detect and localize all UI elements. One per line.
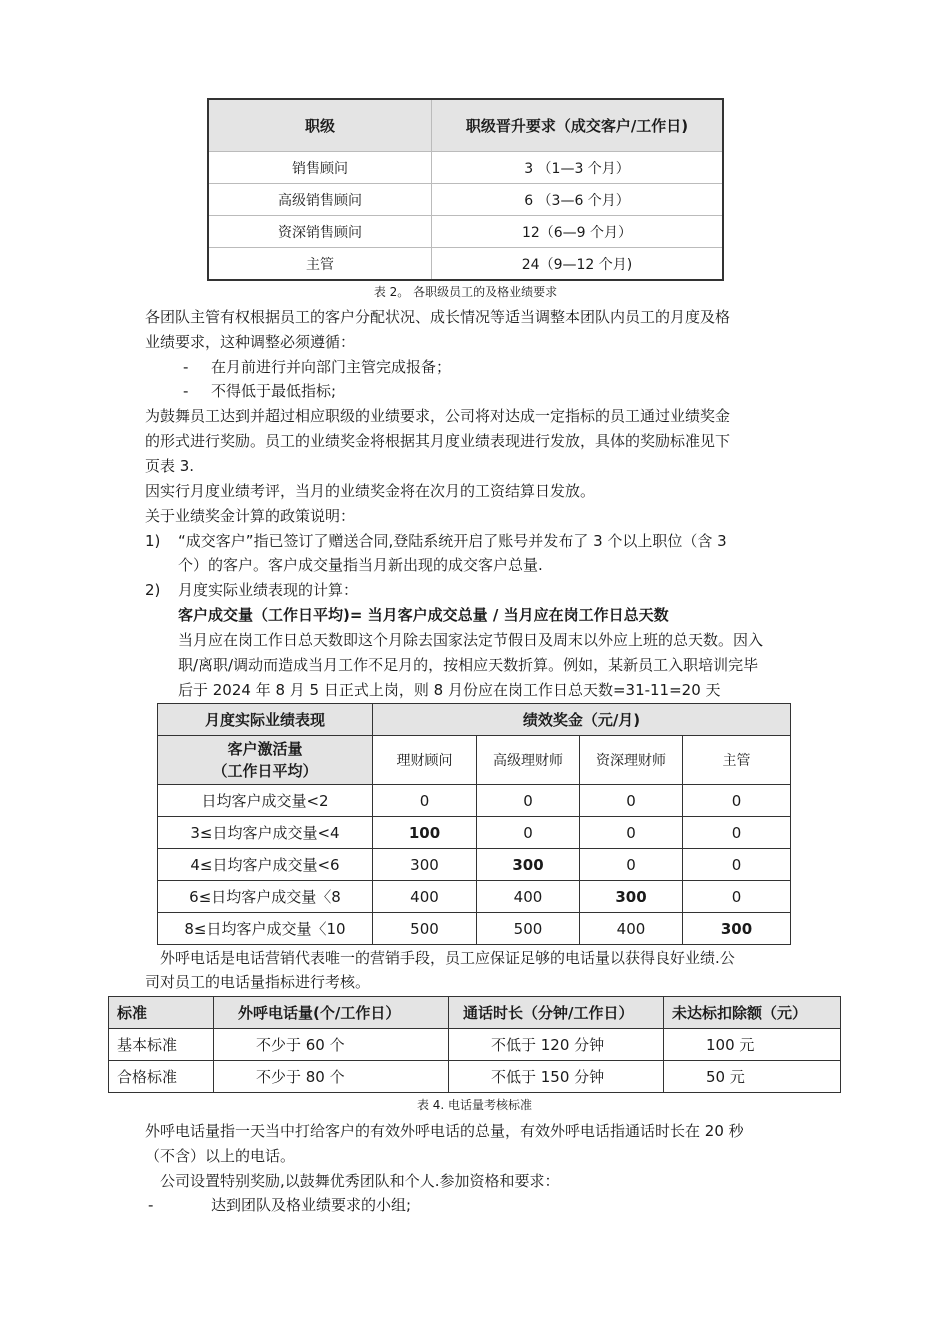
table-row [109,1061,841,1093]
list-number: 1) [145,532,161,550]
role-header: 高级理财师 [477,736,580,785]
duration-cell: 不低于 150 分钟 [449,1061,664,1093]
bonus-value: 0 [477,785,580,817]
bonus-value: 0 [580,785,683,817]
bullet-dash: - [183,358,189,376]
bonus-value: 0 [683,817,791,849]
table-subheader-row [158,736,791,785]
paragraph-line: （不含）以上的电话。 [145,1147,296,1165]
bonus-value: 400 [580,913,683,945]
deduction-cell: 100 元 [664,1029,841,1061]
paragraph-line: 的形式进行奖励。员工的业绩奖金将根据其月度业绩表现进行发放，具体的奖励标准见下 [145,432,731,450]
header-bonus: 绩效奖金（元/月) [373,704,791,736]
table2-caption: 表 2。 各职级员工的及格业绩要求 [373,285,558,299]
paragraph-line: 页表 3. [145,457,195,475]
promotion-requirements-table [207,98,724,281]
list-item-text: 当月应在岗工作日总天数即这个月除去国家法定节假日及周末以外应上班的总天数。因入 [178,631,764,649]
bonus-value: 0 [477,817,580,849]
bonus-value: 400 [477,881,580,913]
role-header: 理财顾问 [373,736,477,785]
list-item-text: “成交客户”指已签订了赠送合同,登陆系统开启了账号并发布了 3 个以上职位（含 3 [178,532,727,550]
deduction-cell: 50 元 [664,1061,841,1093]
standard-cell: 合格标准 [109,1061,214,1093]
header-activation [158,736,373,785]
bonus-value: 0 [683,785,791,817]
bonus-value: 300 [477,849,580,881]
requirement-cell: 12（6—9 个月） [432,216,724,248]
table-header-row [109,997,841,1029]
range-label: 日均客户成交量<2 [158,785,373,817]
table-header-row [208,99,723,152]
formula-text: 客户成交量（工作日平均)= 当月客户成交总量 / 当月应在岗工作日总天数 [178,606,669,624]
list-item-text: 后于 2024 年 8 月 5 日正式上岗，则 8 月份应在岗工作日总天数=31-11=20 天 [178,681,721,699]
bullet-text: 在月前进行并向部门主管完成报备； [211,358,452,376]
bullet-text: 达到团队及格业绩要求的小组; [211,1196,412,1214]
header-standard: 标准 [109,997,214,1029]
header-activation-line1: 客户激活量 [227,740,303,758]
table-row [158,817,791,849]
calls-cell: 不少于 60 个 [214,1029,449,1061]
header-performance: 月度实际业绩表现 [158,704,373,736]
bonus-value: 100 [373,817,477,849]
range-label: 6≤日均客户成交量〈8 [158,881,373,913]
bonus-value: 400 [373,881,477,913]
paragraph-line: 公司设置特别奖励,以鼓舞优秀团队和个人.参加资格和要求： [160,1172,560,1190]
paragraph-line: 外呼电话量指一天当中打给客户的有效外呼电话的总量，有效外呼电话指通话时长在 20 秒 [145,1122,744,1140]
table-row [208,248,723,281]
bonus-value: 0 [683,849,791,881]
requirement-cell: 3 （1—3 个月） [432,152,724,184]
bullet-dash: - [148,1196,154,1214]
bonus-table [157,703,791,945]
duration-cell: 不低于 120 分钟 [449,1029,664,1061]
bonus-value: 0 [683,881,791,913]
header-requirement: 职级晋升要求（成交客户/工作日) [432,99,724,152]
list-item-text: 职/离职/调动而造成当月工作不足月的，按相应天数折算。例如，某新员工入职培训完毕 [178,656,759,674]
header-duration: 通话时长（分钟/工作日） [449,997,664,1029]
paragraph-line: 外呼电话是电话营销代表唯一的营销手段，员工应保证足够的电话量以获得良好业绩.公 [160,949,735,967]
role-header: 主管 [683,736,791,785]
list-number: 2) [145,581,161,599]
bonus-value: 300 [373,849,477,881]
bonus-value: 0 [373,785,477,817]
calls-cell: 不少于 80 个 [214,1061,449,1093]
table-row [109,1029,841,1061]
bonus-value: 300 [683,913,791,945]
range-label: 3≤日均客户成交量<4 [158,817,373,849]
bullet-text: 不得低于最低指标; [211,382,337,400]
bonus-value: 500 [373,913,477,945]
bonus-value: 500 [477,913,580,945]
level-cell: 销售顾问 [208,152,432,184]
bullet-dash: - [183,382,189,400]
standard-cell: 基本标准 [109,1029,214,1061]
table-row [208,152,723,184]
header-level: 职级 [208,99,432,152]
table4-caption: 表 4. 电话量考核标准 [416,1098,533,1112]
bonus-value: 0 [580,849,683,881]
paragraph-line: 关于业绩奖金计算的政策说明： [145,507,356,525]
paragraph-line: 司对员工的电话量指标进行考核。 [145,973,371,991]
bonus-value: 300 [580,881,683,913]
table-row [208,184,723,216]
paragraph-line: 为鼓舞员工达到并超过相应职级的业绩要求，公司将对达成一定指标的员工通过业绩奖金 [145,407,731,425]
range-label: 8≤日均客户成交量〈10 [158,913,373,945]
paragraph-line: 因实行月度业绩考评，当月的业绩奖金将在次月的工资结算日发放。 [145,482,596,500]
call-volume-table [108,996,841,1093]
bonus-value: 0 [580,817,683,849]
requirement-cell: 24（9—12 个月) [432,248,724,281]
table-row [158,785,791,817]
range-label: 4≤日均客户成交量<6 [158,849,373,881]
paragraph-line: 各团队主管有权根据员工的客户分配状况、成长情况等适当调整本团队内员工的月度及格 [145,308,731,326]
header-deduction: 未达标扣除额（元） [664,997,841,1029]
table-row [208,216,723,248]
table-row [158,881,791,913]
level-cell: 资深销售顾问 [208,216,432,248]
header-activation-line2: （工作日平均） [212,762,318,780]
level-cell: 主管 [208,248,432,281]
header-calls: 外呼电话量(个/工作日） [214,997,449,1029]
list-item-text: 个）的客户。客户成交量指当月新出现的成交客户总量. [178,556,543,574]
requirement-cell: 6 （3—6 个月） [432,184,724,216]
paragraph-line: 业绩要求，这种调整必须遵循： [145,333,356,351]
list-item-text: 月度实际业绩表现的计算： [178,581,359,599]
table-row [158,913,791,945]
role-header: 资深理财师 [580,736,683,785]
table-header-row [158,704,791,736]
table-row [158,849,791,881]
level-cell: 高级销售顾问 [208,184,432,216]
